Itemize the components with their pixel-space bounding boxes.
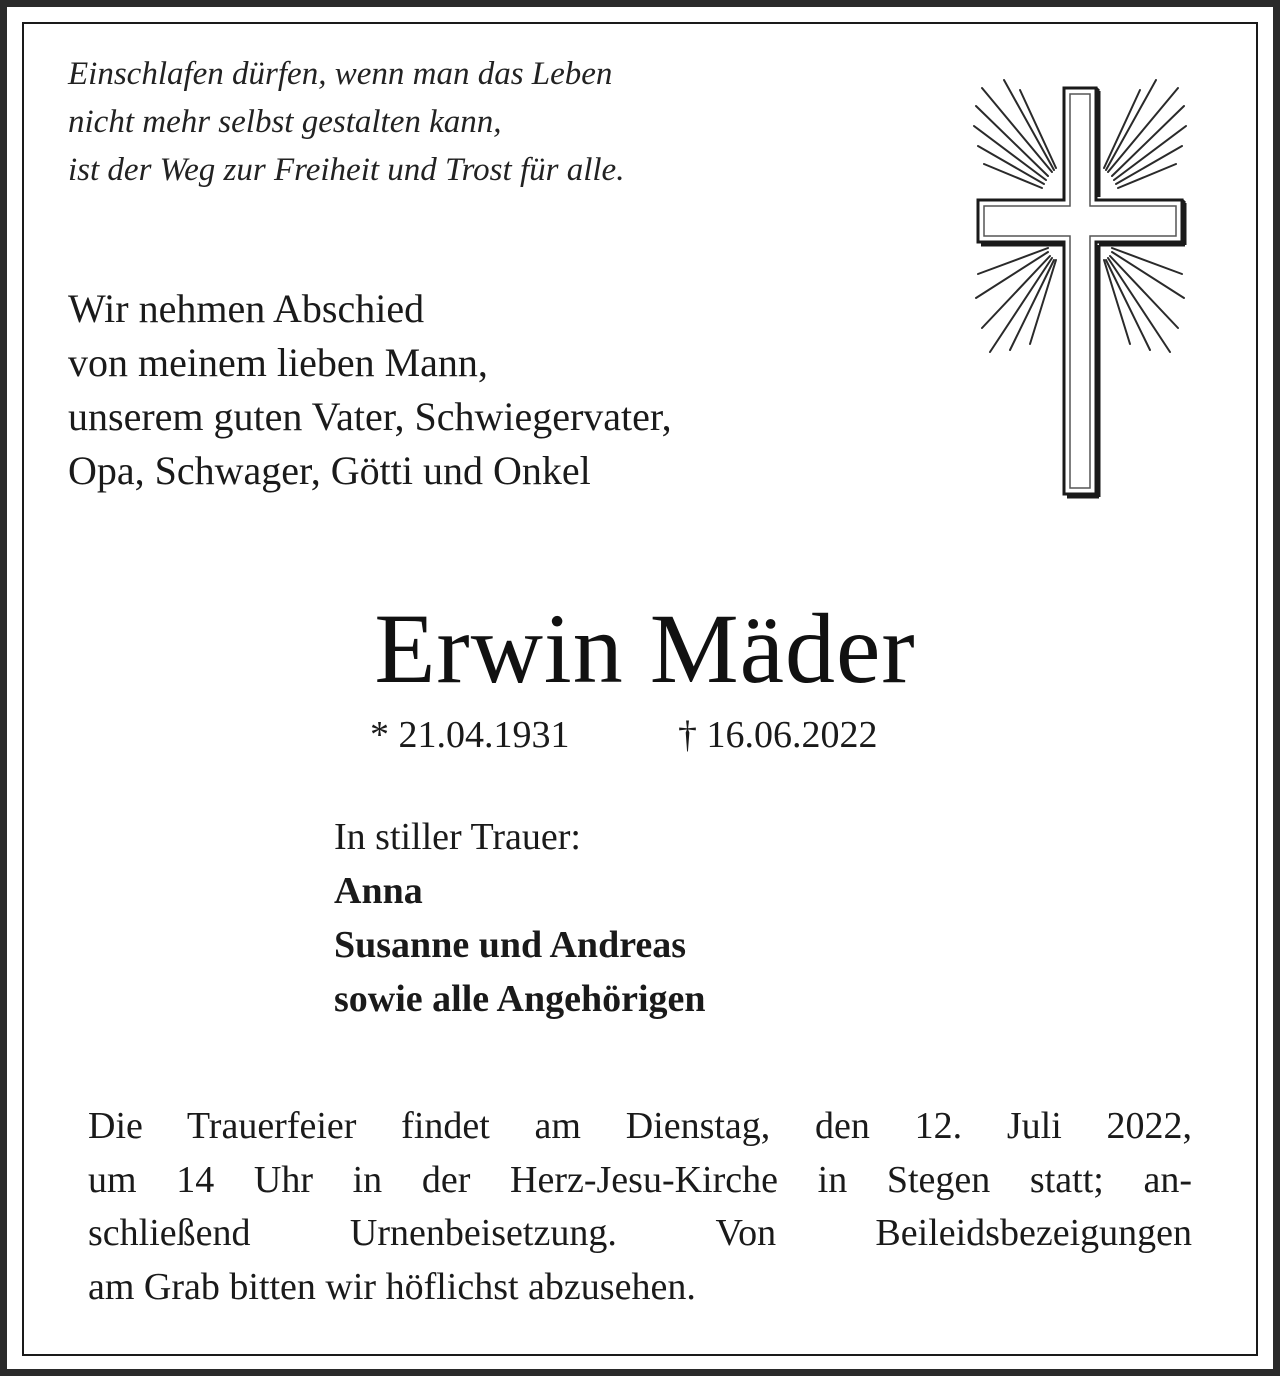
service-line: schließend Urnenbeisetzung. Von Beileidsbezeigungen bbox=[88, 1212, 1192, 1254]
quote-line: ist der Weg zur Freiheit und Trost für alle. bbox=[68, 152, 625, 188]
birth-date: * 21.04.1931 bbox=[370, 714, 570, 756]
service-line: um 14 Uhr in der Herz-Jesu-Kirche in Stegen statt; an- bbox=[88, 1158, 1192, 1201]
death-date: † 16.06.2022 bbox=[678, 714, 878, 756]
farewell-line: Wir nehmen Abschied bbox=[68, 286, 425, 331]
mourner-name: Anna bbox=[334, 870, 423, 912]
service-line: Die Trauerfeier findet am Dienstag, den 12. Juli 2022, bbox=[88, 1105, 1192, 1147]
mourners-block bbox=[334, 810, 706, 1026]
quote-line: Einschlafen dürfen, wenn man das Leben bbox=[68, 56, 613, 92]
cross-with-rays-icon bbox=[968, 78, 1194, 502]
mourner-name: sowie alle Angehörigen bbox=[334, 978, 706, 1020]
mourners-heading: In stiller Trauer: bbox=[334, 816, 581, 858]
farewell-text bbox=[68, 282, 672, 498]
mourner-name: Susanne und Andreas bbox=[334, 924, 687, 966]
service-line: am Grab bitten wir höflichst abzusehen. bbox=[88, 1265, 696, 1308]
farewell-line: unserem guten Vater, Schwiegervater, bbox=[68, 394, 672, 439]
funeral-service-notice bbox=[88, 1100, 1192, 1314]
opening-quote bbox=[68, 50, 624, 194]
deceased-name: Erwin Mäder bbox=[374, 593, 916, 704]
farewell-line: von meinem lieben Mann, bbox=[68, 340, 488, 385]
quote-line: nicht mehr selbst gestalten kann, bbox=[68, 104, 502, 140]
farewell-line: Opa, Schwager, Götti und Onkel bbox=[68, 448, 591, 493]
